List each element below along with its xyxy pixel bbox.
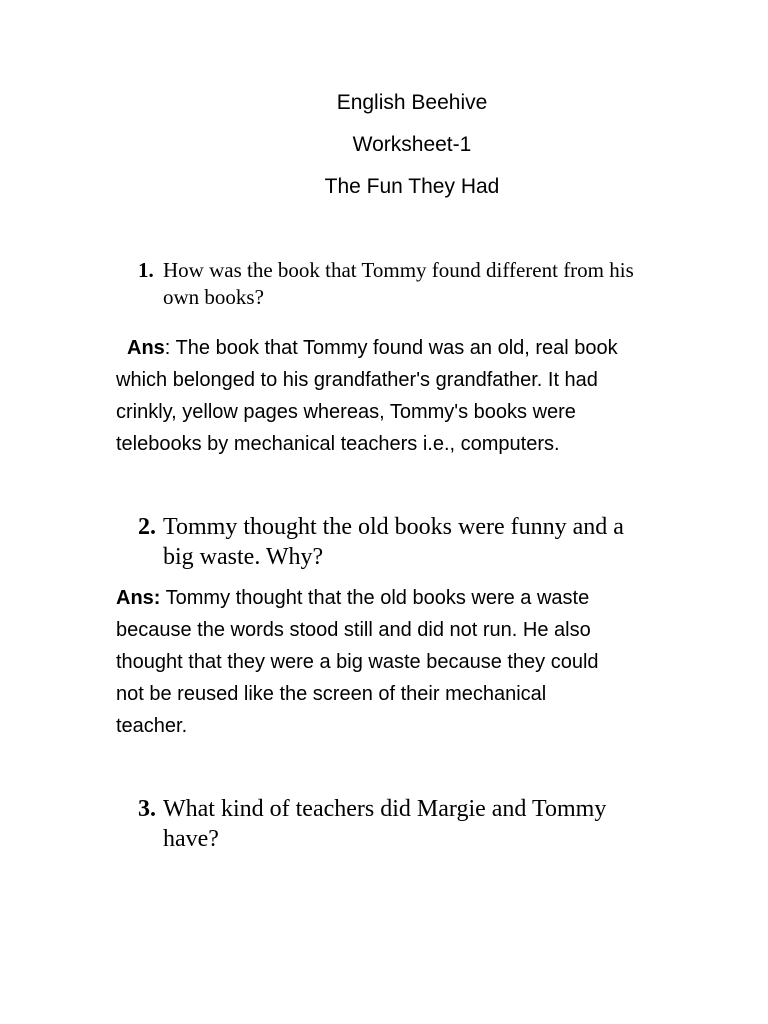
- answer-line: teacher.: [116, 715, 188, 737]
- answer-1-continued: [116, 364, 598, 460]
- question-text: [163, 257, 634, 311]
- answer-line: Ans: Tommy thought that the old books were a waste: [116, 587, 590, 609]
- answer-line: which belonged to his grandfather's grandfather. It had: [116, 369, 598, 391]
- question-text-line: own books?: [163, 285, 264, 309]
- question-text: [163, 512, 624, 572]
- question-text-line: What kind of teachers did Margie and Tommy: [163, 796, 607, 822]
- answer-label: Ans: [127, 337, 165, 359]
- answer-2: [116, 582, 599, 742]
- question-number: 2.: [138, 514, 156, 540]
- answer-label: Ans:: [116, 587, 161, 609]
- question-number: 3.: [138, 796, 156, 822]
- question-text-line: Tommy thought the old books were funny and a: [163, 514, 624, 540]
- question-text-line: big waste. Why?: [163, 544, 324, 570]
- subject-title: English Beehive: [336, 91, 488, 114]
- question-number: 1.: [138, 258, 154, 282]
- question-text-line: have?: [163, 826, 219, 852]
- chapter-title: The Fun They Had: [324, 175, 500, 198]
- question-text: [163, 794, 606, 854]
- answer-line: thought that they were a big waste because they could: [116, 651, 599, 673]
- answer-line: crinkly, yellow pages whereas, Tommy's books were: [116, 401, 576, 423]
- answer-line: telebooks by mechanical teachers i.e., computers.: [116, 433, 560, 455]
- answer-line: not be reused like the screen of their mechanical: [116, 683, 547, 705]
- question-text-line: How was the book that Tommy found different from his: [163, 258, 634, 282]
- worksheet-title: Worksheet-1: [352, 133, 472, 156]
- answer-line: Ans: The book that Tommy found was an old, real book: [127, 337, 618, 359]
- answer-1: [127, 332, 618, 364]
- answer-line: because the words stood still and did not run. He also: [116, 619, 591, 641]
